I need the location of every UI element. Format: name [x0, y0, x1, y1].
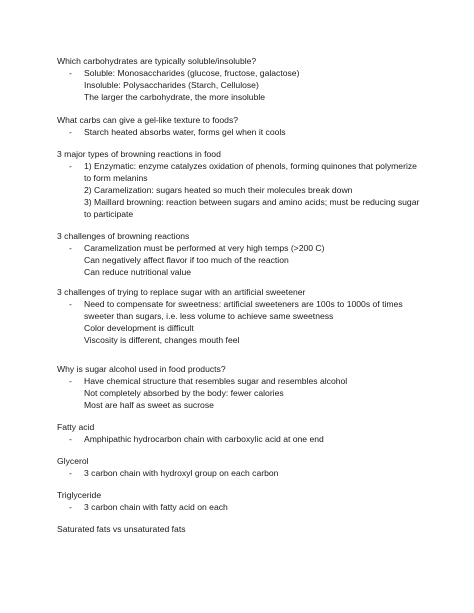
term-heading: Fatty acid — [57, 422, 95, 432]
answer-line: Have chemical structure that resembles sugar and resembles alcohol — [84, 376, 348, 386]
bullet-dash: - — [69, 376, 72, 386]
answer-line: Can reduce nutritional value — [84, 267, 192, 277]
answer-line: 2) Caramelization: sugars heated so much their molecules break down — [84, 185, 353, 195]
answer-line: Color development is difficult — [84, 323, 194, 333]
answer-line: Starch heated absorbs water, forms gel when it cools — [84, 127, 286, 137]
term-heading: Triglyceride — [57, 490, 102, 500]
answer-line: to form melanins — [84, 173, 148, 183]
answer-line: 3) Maillard browning: reaction between sugars and amino acids; must be reducing sugar — [84, 197, 420, 207]
answer-line: Insoluble: Polysaccharides (Starch, Cellulose) — [84, 80, 259, 90]
answer-line: Viscosity is different, changes mouth feel — [84, 335, 240, 345]
bullet-dash: - — [69, 502, 72, 512]
bullet-dash: - — [69, 243, 72, 253]
question-heading: Which carbohydrates are typically soluble/insoluble? — [57, 56, 257, 66]
answer-line: sweeter than sugars, i.e. less volume to achieve same sweetness — [84, 311, 334, 321]
term-heading: Saturated fats vs unsaturated fats — [57, 524, 186, 534]
bullet-dash: - — [69, 68, 72, 78]
answer-line: to participate — [84, 209, 134, 219]
answer-line: 3 carbon chain with fatty acid on each — [84, 502, 228, 512]
question-heading: 3 challenges of trying to replace sugar with an artificial sweetener — [57, 287, 306, 297]
answer-line: Amphipathic hydrocarbon chain with carboxylic acid at one end — [84, 434, 324, 444]
answer-line: The larger the carbohydrate, the more insoluble — [84, 92, 266, 102]
answer-line: Most are half as sweet as sucrose — [84, 400, 214, 410]
question-heading: 3 major types of browning reactions in food — [57, 149, 221, 159]
answer-line: Caramelization must be performed at very high temps (>200 C) — [84, 243, 325, 253]
answer-line: Soluble: Monosaccharides (glucose, fructose, galactose) — [84, 68, 300, 78]
question-heading: 3 challenges of browning reactions — [57, 231, 190, 241]
question-heading: What carbs can give a gel-like texture to foods? — [57, 115, 239, 125]
answer-line: Not completely absorbed by the body: fewer calories — [84, 388, 284, 398]
bullet-dash: - — [69, 468, 72, 478]
answer-line: 1) Enzymatic: enzyme catalyzes oxidation of phenols, forming quinones that polymerize — [84, 161, 417, 171]
bullet-dash: - — [69, 161, 72, 171]
bullet-dash: - — [69, 434, 72, 444]
answer-line: Need to compensate for sweetness: artificial sweeteners are 100s to 1000s of times — [84, 299, 403, 309]
bullet-dash: - — [69, 127, 72, 137]
answer-line: 3 carbon chain with hydroxyl group on each carbon — [84, 468, 279, 478]
term-heading: Glycerol — [57, 456, 89, 466]
answer-line: Can negatively affect flavor if too much of the reaction — [84, 255, 289, 265]
bullet-dash: - — [69, 299, 72, 309]
question-heading: Why is sugar alcohol used in food products? — [57, 364, 226, 374]
